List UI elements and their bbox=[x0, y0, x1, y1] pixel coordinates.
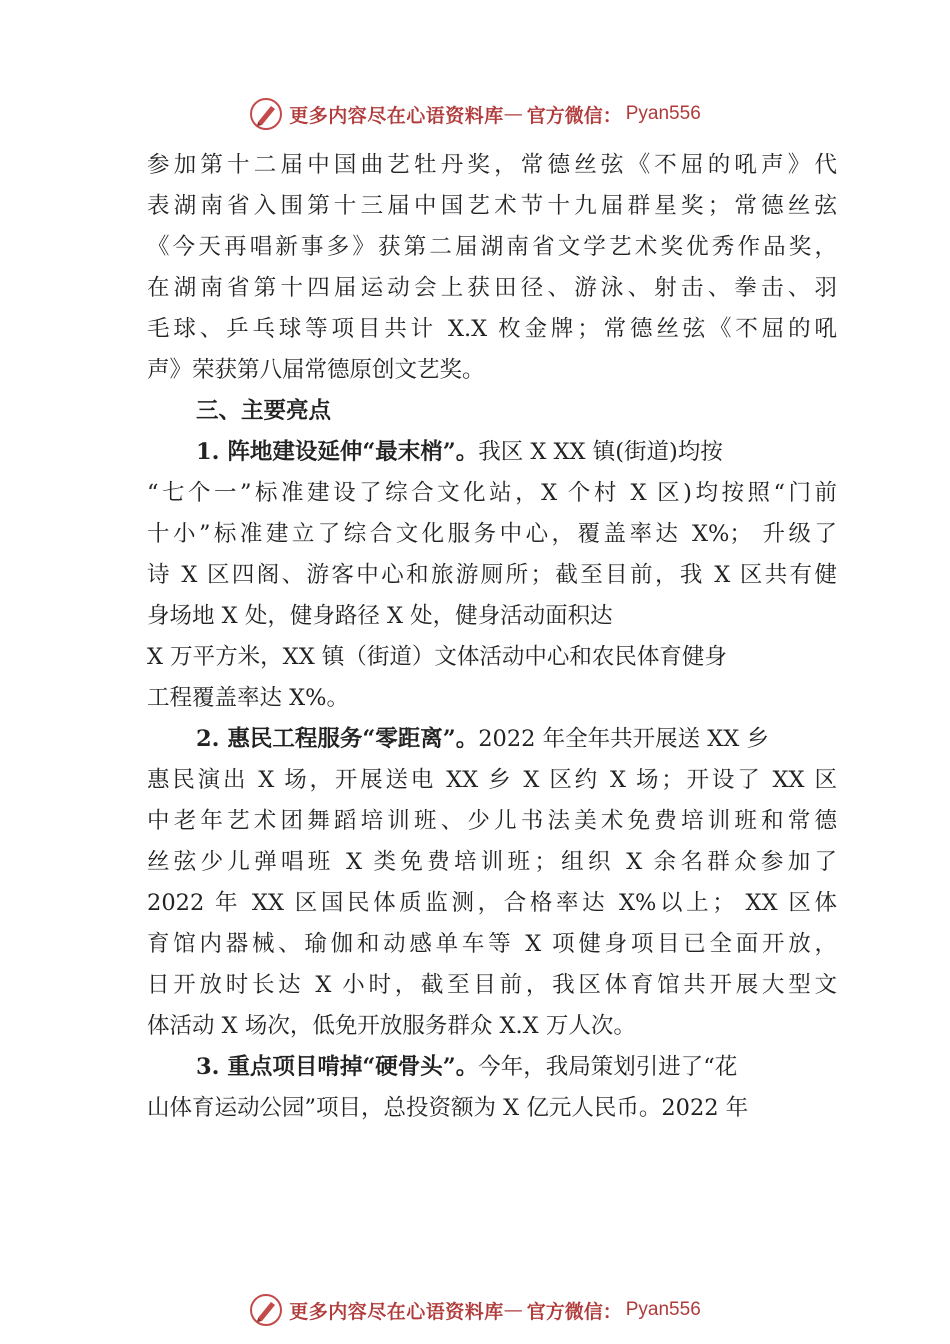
document-body bbox=[147, 145, 837, 1129]
text-line: 中老年艺术团舞蹈培训班、少儿书法美术免费培训班和常德 bbox=[147, 808, 837, 834]
footer-banner bbox=[0, 1290, 950, 1330]
pen-logo-icon bbox=[249, 1293, 283, 1327]
text-span: 今年，我局策划引进了“花 bbox=[478, 1054, 738, 1080]
banner-wechat-label: 官方微信： bbox=[526, 104, 622, 127]
text-line: 体活动 X 场次，低免开放服务群众 X.X 万人次。 bbox=[147, 1013, 636, 1039]
text-line: 毛球、乒乓球等项目共计 X.X 枚金牌；常德丝弦《不屈的吼 bbox=[147, 316, 837, 342]
text-line: 工程覆盖率达 X%。 bbox=[147, 685, 350, 711]
text-line: 日开放时长达 X 小时，截至目前，我区体育馆共开展大型文 bbox=[147, 972, 837, 998]
text-line: 育馆内器械、瑜伽和动感单车等 X 项健身项目已全面开放， bbox=[147, 931, 837, 957]
banner-separator: — bbox=[503, 1299, 523, 1321]
text-line: 十小”标准建立了综合文化服务中心，覆盖率达 X%； 升级了 bbox=[147, 521, 837, 547]
banner-wechat-id: Pyan556 bbox=[625, 103, 701, 124]
banner-wechat-id: Pyan556 bbox=[625, 1299, 701, 1320]
paragraph-lead: 2. 惠民工程服务“零距离”。 bbox=[196, 726, 479, 752]
text-line: 表湖南省入围第十三届中国艺术节十九届群星奖；常德丝弦 bbox=[147, 193, 837, 219]
banner-wechat-label: 官方微信： bbox=[526, 1300, 622, 1323]
paragraph-lead: 1. 阵地建设延伸“最末梢”。 bbox=[196, 439, 479, 465]
text-line: 惠民演出 X 场，开展送电 XX 乡 X 区约 X 场；开设了 XX 区 bbox=[147, 767, 837, 793]
text-span: 我区 X XX 镇(街道)均按 bbox=[478, 439, 723, 465]
text-line: “七个一”标准建设了综合文化站，X 个村 X 区)均按照“门前 bbox=[147, 480, 837, 506]
text-line: 身场地 X 处，健身路径 X 处，健身活动面积达 bbox=[147, 603, 613, 629]
text-line: 山体育运动公⁡园”项目，总投资额为 X 亿元人民币。2022 年 bbox=[147, 1095, 749, 1121]
pen-logo-icon bbox=[249, 97, 283, 131]
header-banner bbox=[0, 94, 950, 134]
text-line: 丝弦少儿弹唱班 X 类免费培训班；组织 X 余名群众参加了 bbox=[147, 849, 837, 875]
paragraph-first-line bbox=[147, 1047, 837, 1088]
banner-title: 更多内容尽在心语资料库 bbox=[289, 104, 504, 127]
text-line: 参加第十二届中国曲艺牡丹奖，常德丝弦《不屈的吼声》代 bbox=[147, 152, 837, 178]
text-line: 诗 X 区四阁、游客中心和旅游厕所；截至目前，我 X 区共有健 bbox=[147, 562, 837, 588]
text-line: 在湖南省第十四届运动会上获田径、游泳、射击、拳击、羽 bbox=[147, 275, 837, 301]
paragraph-first-line bbox=[147, 432, 837, 473]
text-line: 2022 年 XX 区国民体质监测，合格率达 X%以上； XX 区体 bbox=[147, 890, 837, 916]
section-heading: 三、主要亮点 bbox=[196, 398, 332, 424]
text-line: 声》荣获第八届常德原创文艺奖。 bbox=[147, 357, 485, 383]
paragraph-first-line bbox=[147, 719, 837, 760]
banner-separator: — bbox=[503, 103, 523, 125]
text-line: 《今天再唱新事多》获第二届湖南省文学艺术奖优秀作品奖， bbox=[147, 234, 837, 260]
banner-title: 更多内容尽在心语资料库 bbox=[289, 1300, 504, 1323]
text-line: X 万平方米，XX 镇（街道）文体活动中心和农民体育健身 bbox=[147, 644, 727, 670]
text-span: 2022 年全年共开展送 XX 乡 bbox=[478, 726, 769, 752]
paragraph-lead: 3. 重点项目啃掉“硬骨头”。 bbox=[196, 1054, 479, 1080]
